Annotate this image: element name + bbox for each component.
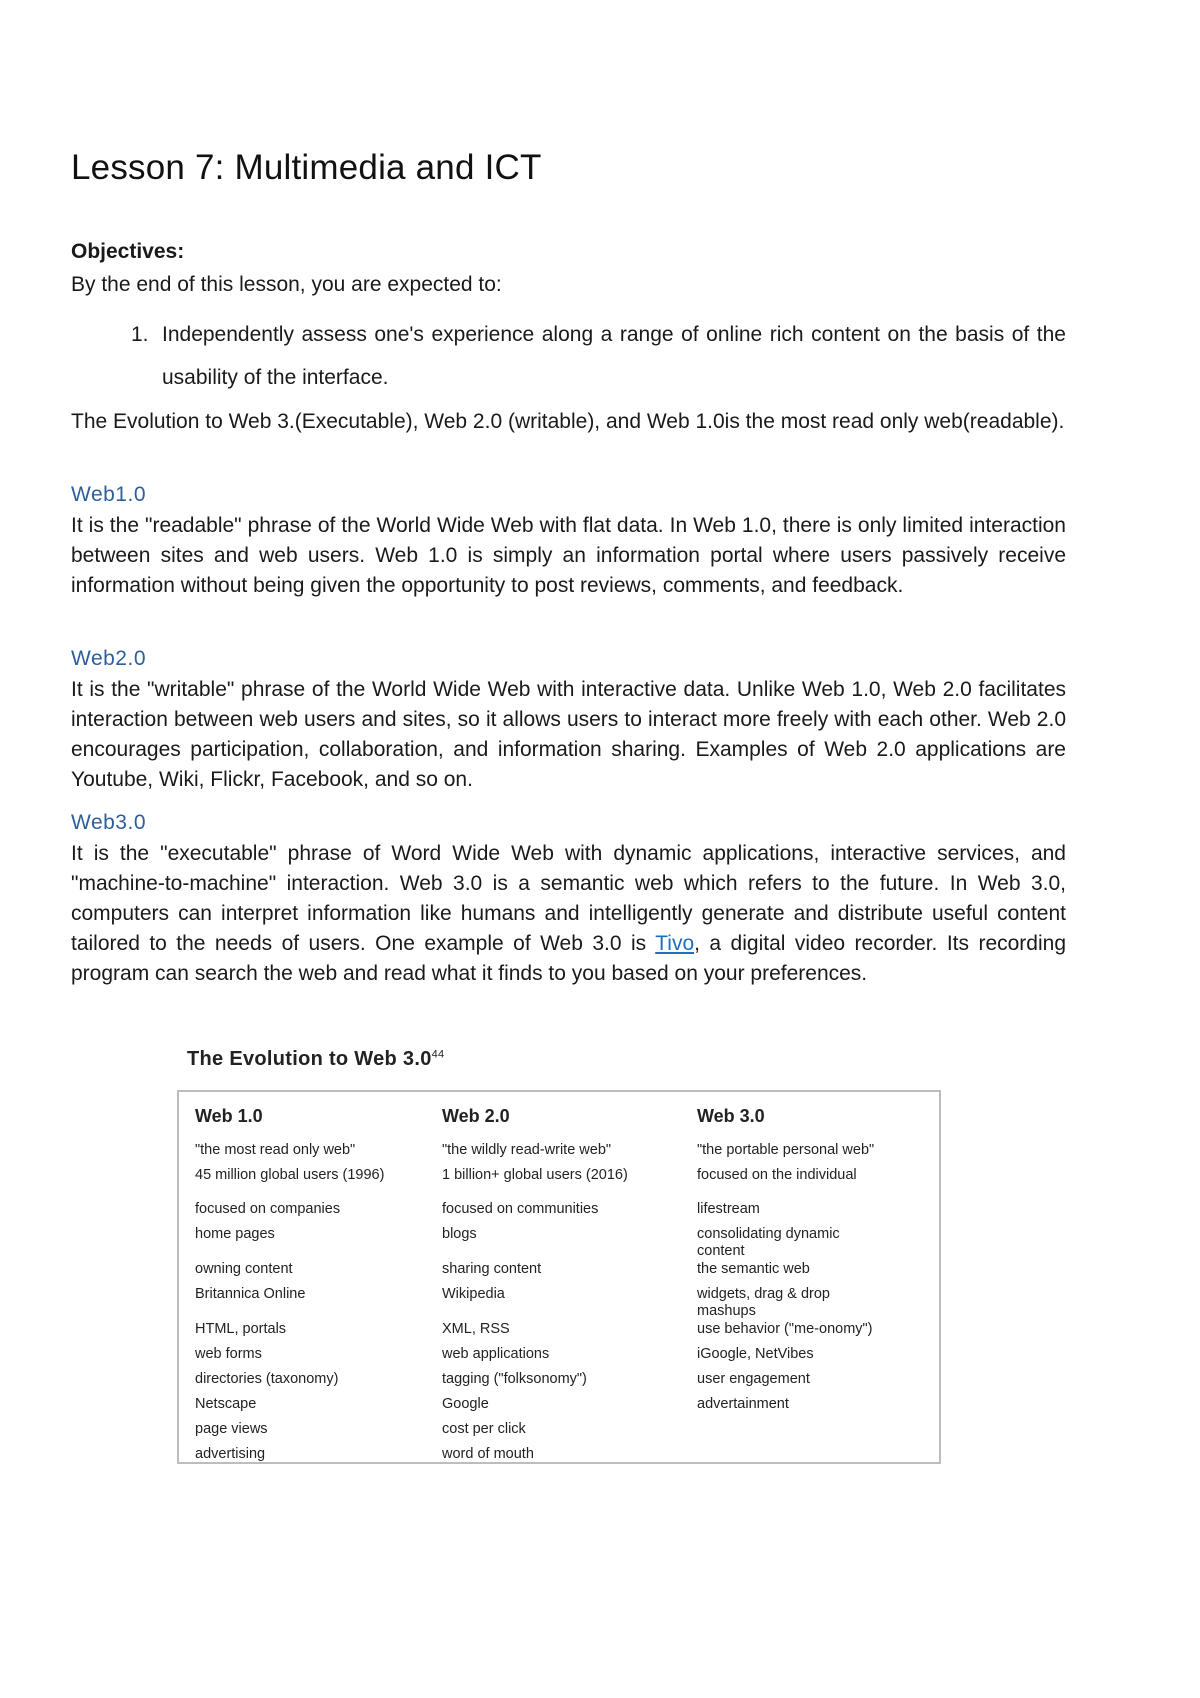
column-item: cost per click <box>442 1421 526 1437</box>
objectives-intro: By the end of this lesson, you are expected to: <box>71 273 502 296</box>
column-item: page views <box>195 1421 268 1437</box>
column-header: Web 2.0 <box>442 1106 510 1126</box>
section-body-web3 <box>71 839 1066 989</box>
column-item: web forms <box>195 1346 262 1362</box>
section-heading-web2[interactable]: Web2.0 <box>71 647 146 670</box>
column-item: consolidating dynamic content <box>697 1226 840 1259</box>
column-item: home pages <box>195 1226 275 1242</box>
column-item: directories (taxonomy) <box>195 1371 339 1387</box>
section-heading-web1[interactable]: Web1.0 <box>71 483 146 506</box>
column-item: HTML, portals <box>195 1321 287 1337</box>
column-item: sharing content <box>442 1261 542 1277</box>
column-item: focused on the individual <box>697 1167 857 1183</box>
column-item: use behavior ("me-onomy") <box>697 1321 873 1337</box>
column-header: Web 3.0 <box>697 1106 765 1126</box>
column-item: user engagement <box>697 1371 810 1387</box>
column-item: focused on communities <box>442 1201 599 1217</box>
page-title: Lesson 7: Multimedia and ICT <box>71 148 542 187</box>
column-item: owning content <box>195 1261 293 1277</box>
column-item: "the portable personal web" <box>697 1142 875 1158</box>
column-item: word of mouth <box>442 1446 534 1462</box>
column-item: web applications <box>442 1346 550 1362</box>
column-item: blogs <box>442 1226 477 1242</box>
column-item: the semantic web <box>697 1261 810 1277</box>
column-item: Google <box>442 1396 489 1412</box>
column-item: Wikipedia <box>442 1286 505 1302</box>
figure-table <box>177 1090 941 1464</box>
column-header: Web 1.0 <box>195 1106 263 1126</box>
column-item: 1 billion+ global users (2016) <box>442 1167 628 1183</box>
column-item: lifestream <box>697 1201 760 1217</box>
column-item: tagging ("folksonomy") <box>442 1371 587 1387</box>
column-item: Britannica Online <box>195 1286 306 1302</box>
objectives-list <box>131 313 1066 399</box>
column-item: 45 million global users (1996) <box>195 1167 385 1183</box>
evolution-intro: The Evolution to Web 3.(Executable), Web 2.0 (writable), and Web 1.0is the most read only web(readable). <box>71 410 1065 433</box>
column-item: "the wildly read-write web" <box>442 1142 612 1158</box>
tivo-link[interactable]: Tivo <box>655 932 695 955</box>
section-body-web2: It is the "writable" phrase of the World Wide Web with interactive data. Unlike Web 1.0, Web 2.0 facilitates interaction between web users and sites, so it allows users to interact more freely with each other. Web 2.0 encourages participation, collaboration, and information sharing. Examples of Web 2.0 applications are Youtube, Wiki, Flickr, Facebook, and so on. <box>71 678 1066 791</box>
figure-title-text: The Evolution to Web 3.0 <box>187 1048 432 1070</box>
column-item: advertising <box>195 1446 266 1462</box>
section-heading-web3[interactable]: Web3.0 <box>71 811 146 834</box>
column-item: widgets, drag & drop mashups <box>697 1286 830 1319</box>
web3-body-start: It is the "executable" phrase of Word Wide Web with dynamic applications, interactive services, and "machine-to-machine" interaction. Web 3.0 is a semantic web which refers to the future. In Web 3.0, computers can interpret information like humans and intelligently generate and distribute useful content tailored to the needs of users. One example of Web 3.0 is <box>71 842 1066 955</box>
web3-body-end: , a digital video recorder. Its recording program can search the web and read what it finds to you based on your preferences. <box>71 932 1066 985</box>
figure-title <box>187 1048 444 1071</box>
column-item: "the most read only web" <box>195 1142 356 1158</box>
objective-text: Independently assess one's experience along a range of online rich content on the basis of the usability of the interface. <box>162 323 1066 389</box>
objectives-label: Objectives: <box>71 240 185 263</box>
column-item: XML, RSS <box>442 1321 510 1337</box>
column-item: iGoogle, NetVibes <box>697 1346 814 1362</box>
column-item: Netscape <box>195 1396 257 1412</box>
column-item: advertainment <box>697 1396 789 1412</box>
section-body-web1: It is the "readable" phrase of the World Wide Web with flat data. In Web 1.0, there is only limited interaction between sites and web users. Web 1.0 is simply an information portal where users passively receive information without being given the opportunity to post reviews, comments, and feedback. <box>71 514 1066 597</box>
column-item: focused on companies <box>195 1201 341 1217</box>
objective-number: 1. <box>131 323 149 346</box>
figure-title-footnote: 44 <box>431 1048 445 1061</box>
